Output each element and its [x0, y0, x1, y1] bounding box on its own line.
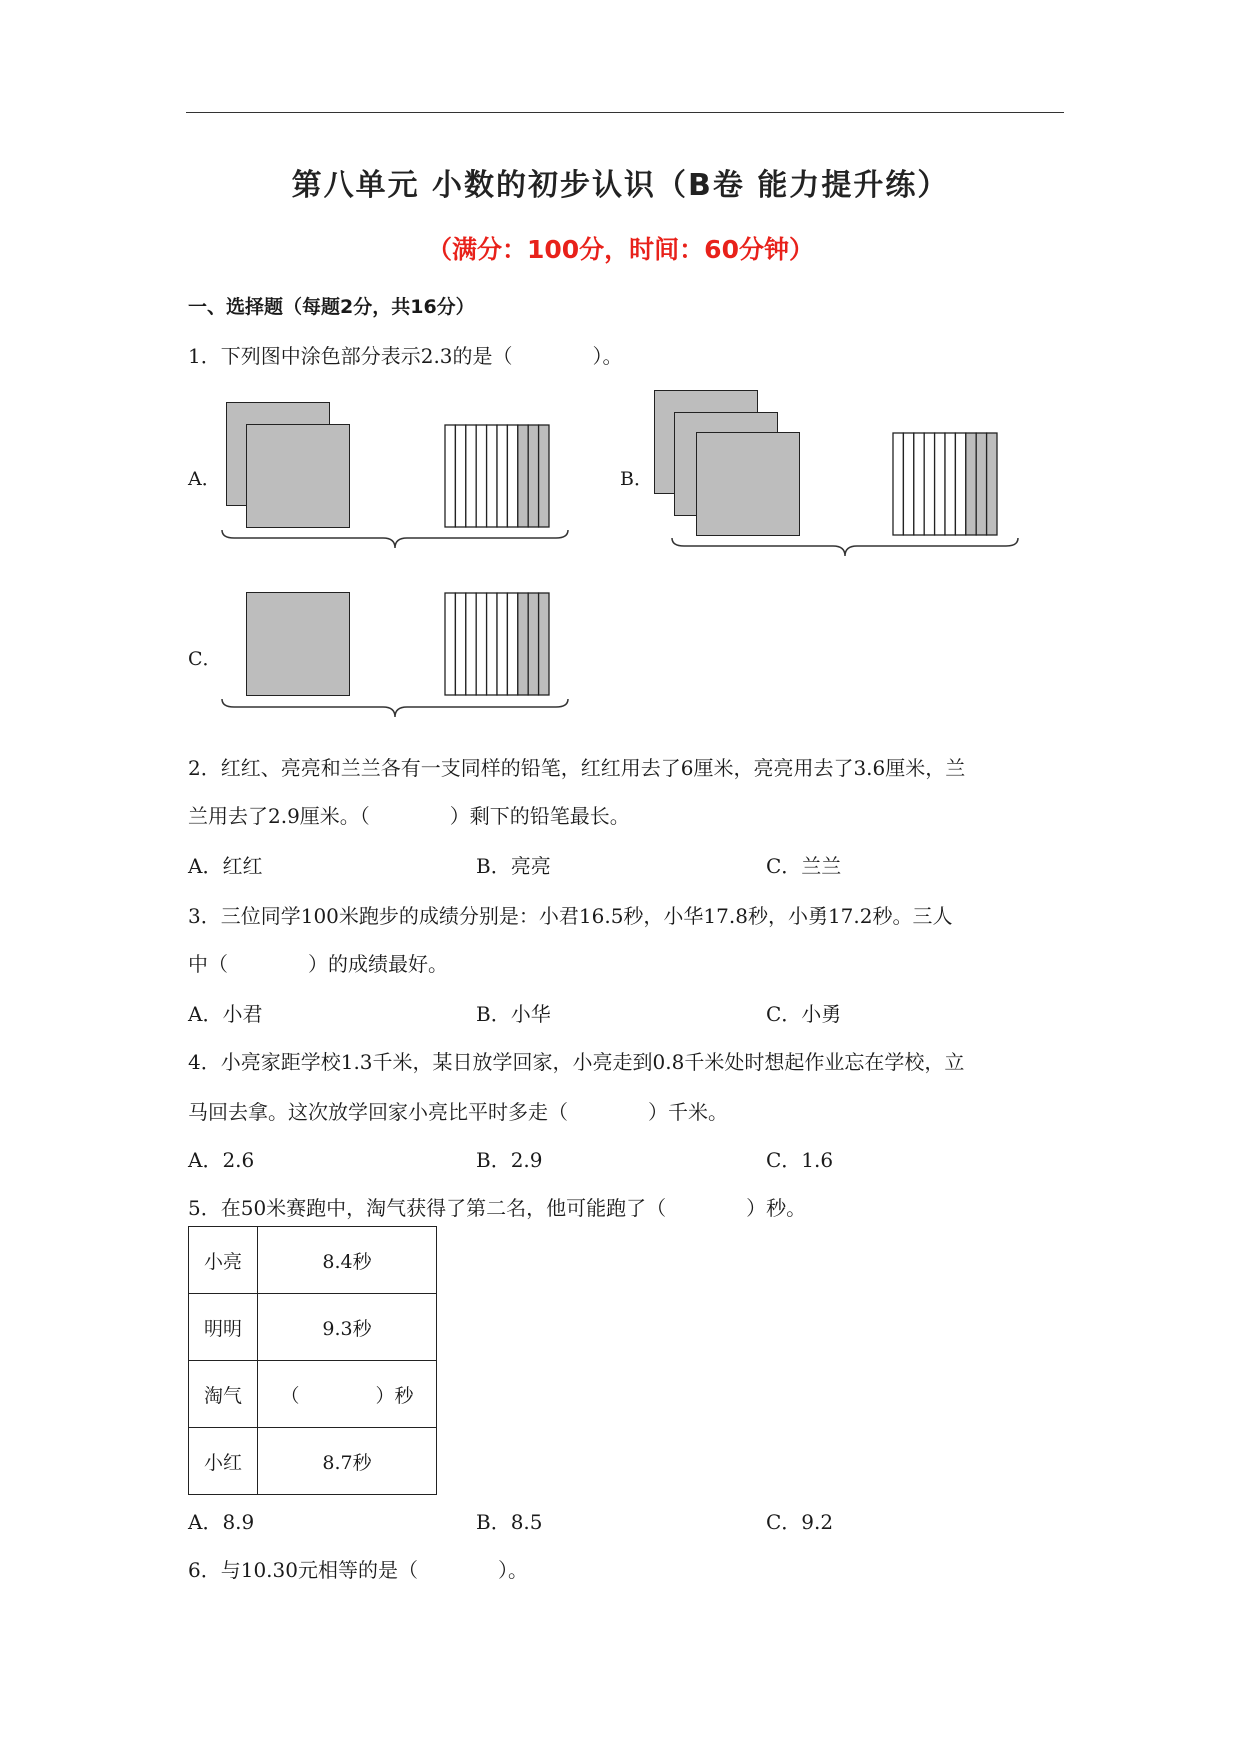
tenth-strip	[466, 425, 476, 527]
tenth-strip	[914, 433, 924, 535]
q4-option-a[interactable]: A．2.6	[188, 1148, 255, 1172]
tenth-strip	[445, 425, 455, 527]
q3-option-c[interactable]: C．小勇	[766, 1002, 842, 1026]
question-4-line-2: 马回去拿。这次放学回家小亮比平时多走（ ）千米。	[188, 1100, 728, 1124]
tenth-strip	[528, 593, 538, 695]
runner-name: 小亮	[189, 1227, 258, 1294]
figure-a-square	[246, 424, 350, 528]
page-title: 第八单元 小数的初步认识（B卷 能力提升练）	[291, 168, 950, 203]
figure-b-strip-grid	[892, 432, 998, 536]
tenth-strip	[893, 433, 903, 535]
figure-a-strip-grid	[444, 424, 550, 528]
tenth-strip	[476, 593, 486, 695]
section-heading: 一、选择题（每题2分，共16分）	[188, 296, 475, 318]
tenth-strip	[487, 593, 497, 695]
race-times-table	[188, 1226, 437, 1495]
header-rule	[186, 112, 1064, 113]
question-3-line-1: 3．三位同学100米跑步的成绩分别是：小君16.5秒，小华17.8秒，小勇17.2秒。三人	[188, 904, 953, 928]
page-subtitle: （满分：100分，时间：60分钟）	[427, 235, 814, 264]
q1-option-b-label[interactable]: B．	[620, 468, 653, 490]
question-5-text: 5．在50米赛跑中，淘气获得了第二名，他可能跑了（ ）秒。	[188, 1196, 807, 1220]
q4-option-c[interactable]: C．1.6	[766, 1148, 834, 1172]
q2-option-c[interactable]: C．兰兰	[766, 854, 842, 878]
q2-option-b[interactable]: B．亮亮	[476, 854, 551, 878]
q2-option-a[interactable]: A．红红	[188, 854, 263, 878]
tenth-strip	[518, 593, 528, 695]
tenth-strip	[966, 433, 976, 535]
question-2-line-2: 兰用去了2.9厘米。（ ）剩下的铅笔最长。	[188, 804, 630, 828]
tenth-strip	[539, 593, 549, 695]
tenth-strip	[497, 425, 507, 527]
tenth-strip	[935, 433, 945, 535]
q5-option-a[interactable]: A．8.9	[188, 1510, 255, 1534]
tenth-strip	[903, 433, 913, 535]
tenth-strip	[507, 593, 517, 695]
tenth-strip	[445, 593, 455, 695]
q5-option-b[interactable]: B．8.5	[476, 1510, 543, 1534]
question-1-text: 1．下列图中涂色部分表示2.3的是（ ）。	[188, 344, 623, 368]
runner-name: 小红	[189, 1428, 258, 1495]
runner-time: 8.7秒	[258, 1428, 437, 1495]
tenth-strip	[487, 425, 497, 527]
tenth-strip	[455, 593, 465, 695]
figure-b-brace	[670, 536, 1020, 560]
figure-a-brace	[220, 528, 570, 552]
tenth-strip	[455, 425, 465, 527]
q3-option-a[interactable]: A．小君	[188, 1002, 263, 1026]
q1-option-a-label[interactable]: A．	[188, 468, 221, 490]
table-row	[189, 1227, 437, 1294]
runner-name: 明明	[189, 1294, 258, 1361]
tenth-strip	[924, 433, 934, 535]
runner-name: 淘气	[189, 1361, 258, 1428]
tenth-strip	[466, 593, 476, 695]
question-2-line-1: 2．红红、亮亮和兰兰各有一支同样的铅笔，红红用去了6厘米，亮亮用去了3.6厘米，兰	[188, 756, 966, 780]
tenth-strip	[539, 425, 549, 527]
tenth-strip	[497, 593, 507, 695]
tenth-strip	[955, 433, 965, 535]
figure-b-square	[696, 432, 800, 536]
tenth-strip	[976, 433, 986, 535]
runner-time-blank[interactable]: （ ）秒	[258, 1361, 437, 1428]
question-4-line-1: 4．小亮家距学校1.3千米，某日放学回家，小亮走到0.8千米处时想起作业忘在学校，立	[188, 1050, 965, 1074]
tenth-strip	[507, 425, 517, 527]
runner-time: 8.4秒	[258, 1227, 437, 1294]
q1-option-c-label[interactable]: C．	[188, 648, 222, 670]
question-6-text: 6．与10.30元相等的是（ ）。	[188, 1558, 528, 1582]
q5-option-c[interactable]: C．9.2	[766, 1510, 834, 1534]
tenth-strip	[476, 425, 486, 527]
table-row	[189, 1428, 437, 1495]
figure-c-strip-grid	[444, 592, 550, 696]
runner-time: 9.3秒	[258, 1294, 437, 1361]
table-row	[189, 1361, 437, 1428]
tenth-strip	[518, 425, 528, 527]
q4-option-b[interactable]: B．2.9	[476, 1148, 543, 1172]
tenth-strip	[945, 433, 955, 535]
q3-option-b[interactable]: B．小华	[476, 1002, 551, 1026]
figure-c-square	[246, 592, 350, 696]
table-row	[189, 1294, 437, 1361]
tenth-strip	[528, 425, 538, 527]
question-3-line-2: 中（ ）的成绩最好。	[188, 952, 448, 976]
figure-c-brace	[220, 697, 570, 721]
tenth-strip	[987, 433, 997, 535]
